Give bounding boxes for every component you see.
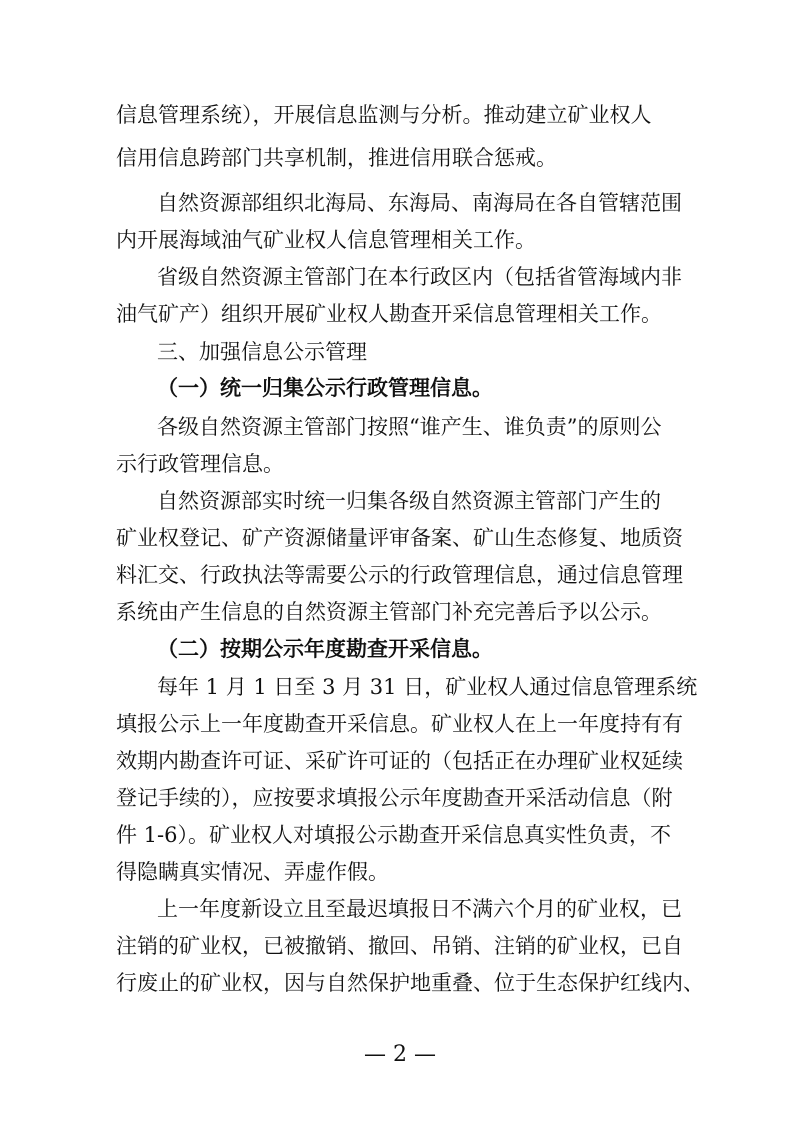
body-text-line: 填报公示上一年度勘查开采信息。矿业权人在上一年度持有有 bbox=[116, 712, 683, 736]
body-text-line: 得隐瞒真实情况、弄虚作假。 bbox=[116, 860, 389, 884]
paragraph-first-line: 每年 1 月 1 日至 3 月 31 日，矿业权人通过信息管理系统 bbox=[157, 675, 698, 699]
page-number: — 2 — bbox=[364, 1042, 436, 1067]
body-text-line: 件 1-6）。矿业权人对填报公示勘查开采信息真实性负责，不 bbox=[116, 823, 671, 847]
subsection-heading: （二）按期公示年度勘查开采信息。 bbox=[157, 636, 493, 661]
paragraph-first-line: 自然资源部组织北海局、东海局、南海局在各自管辖范围 bbox=[157, 191, 682, 215]
paragraph-first-line: 各级自然资源主管部门按照“谁产生、谁负责”的原则公 bbox=[157, 415, 662, 439]
paragraph-first-line: 省级自然资源主管部门在本行政区内（包括省管海域内非 bbox=[157, 265, 682, 289]
body-text-line: 信息管理系统），开展信息监测与分析。推动建立矿业权人 bbox=[116, 103, 652, 127]
body-text-line: 示行政管理信息。 bbox=[116, 452, 284, 476]
body-text-line: 登记手续的），应按要求填报公示年度勘查开采活动信息（附 bbox=[116, 786, 673, 810]
body-text-line: 效期内勘查许可证、采矿许可证的（包括正在办理矿业权延续 bbox=[116, 749, 683, 773]
body-text-line: 油气矿产）组织开展矿业权人勘查开采信息管理相关工作。 bbox=[116, 302, 662, 326]
paragraph-first-line: 上一年度新设立且至最迟填报日不满六个月的矿业权，已 bbox=[157, 897, 682, 921]
subsection-heading: （一）统一归集公示行政管理信息。 bbox=[157, 375, 493, 400]
paragraph-first-line: 自然资源部实时统一归集各级自然资源主管部门产生的 bbox=[157, 489, 661, 513]
body-text-line: 注销的矿业权，已被撤销、撤回、吊销、注销的矿业权，已自 bbox=[116, 934, 683, 958]
body-text-line: 矿业权登记、矿产资源储量评审备案、矿山生态修复、地质资 bbox=[116, 526, 683, 550]
body-text-line: 料汇交、行政执法等需要公示的行政管理信息，通过信息管理 bbox=[116, 563, 683, 587]
body-text-line: 信用信息跨部门共享机制，推进信用联合惩戒。 bbox=[116, 146, 557, 170]
body-text-line: 行废止的矿业权，因与自然保护地重叠、位于生态保护红线内、 bbox=[116, 971, 704, 995]
body-text-line: 内开展海域油气矿业权人信息管理相关工作。 bbox=[116, 228, 536, 252]
section-heading: 三、加强信息公示管理 bbox=[157, 340, 367, 364]
body-text-line: 系统由产生信息的自然资源主管部门补充完善后予以公示。 bbox=[116, 600, 662, 624]
